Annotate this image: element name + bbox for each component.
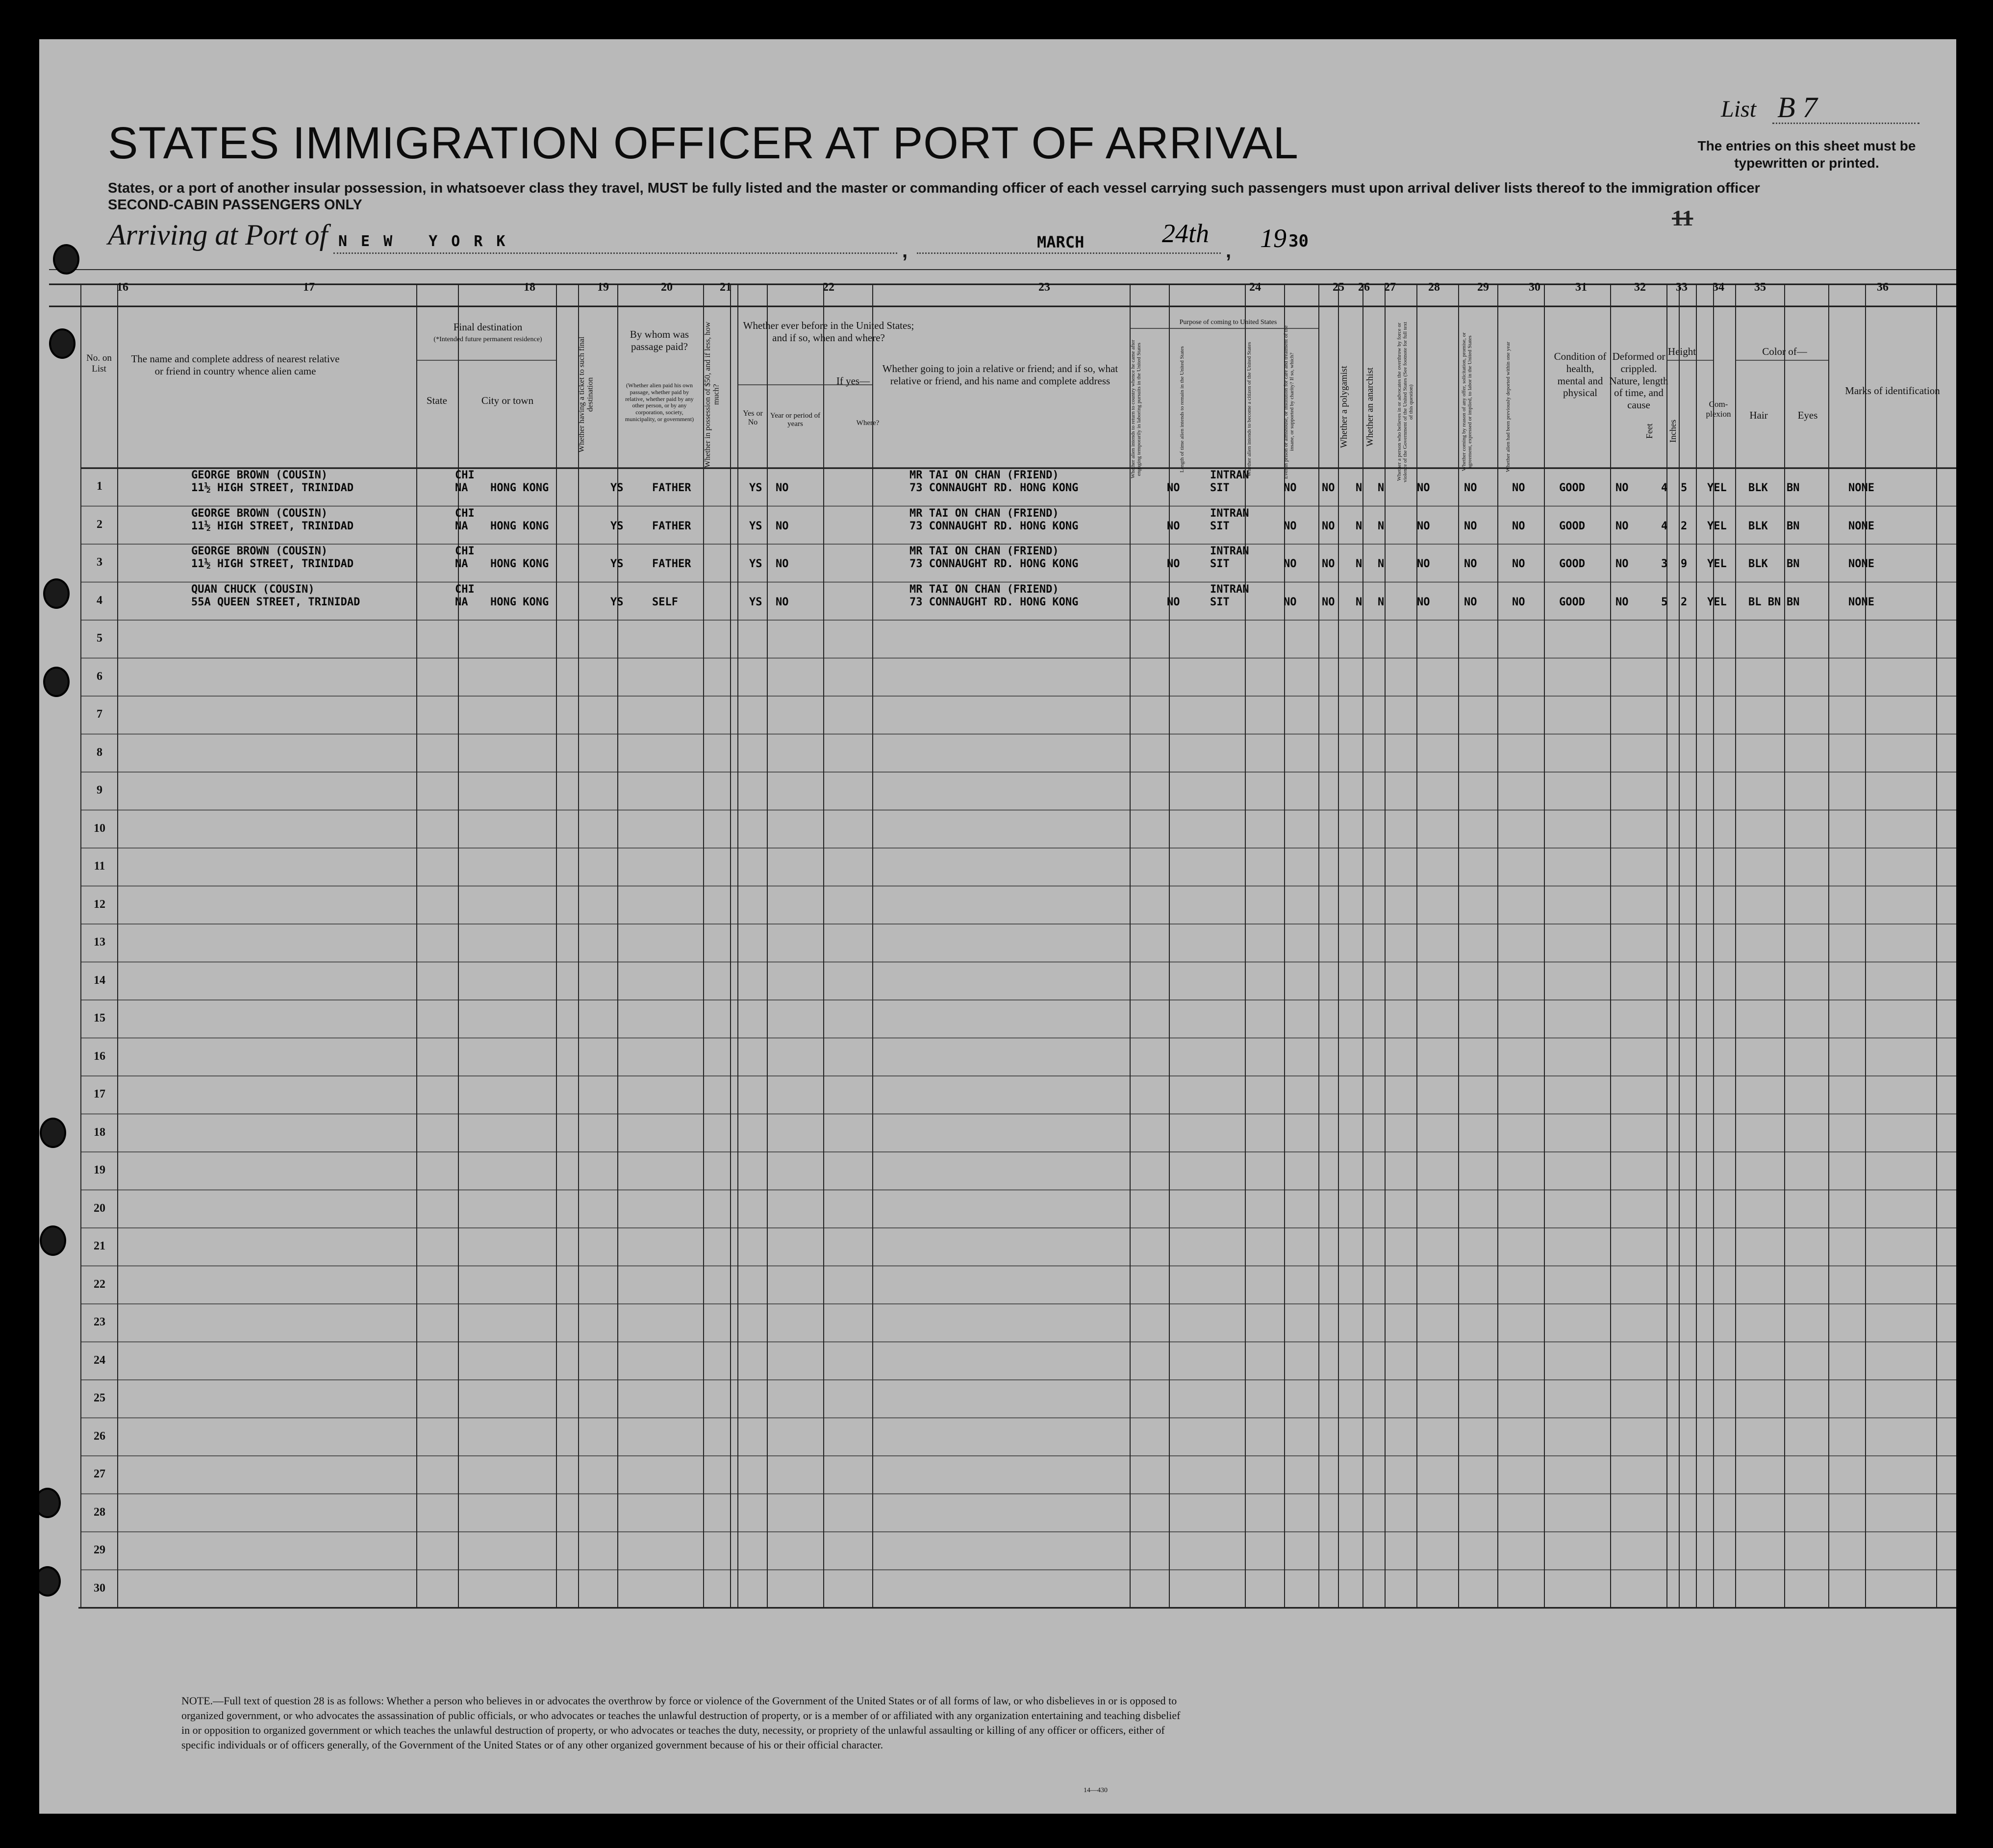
entry-inches: 5 <box>1681 482 1688 494</box>
header-complexion: Com-plexion <box>1706 400 1731 419</box>
entry-complexion: YEL <box>1707 520 1727 532</box>
col-num-31: 31 <box>1575 281 1587 294</box>
page-title: STATES IMMIGRATION OFFICER AT PORT OF ARRIVAL <box>108 118 1299 168</box>
header-ticket: Whether having a ticket to such final destination <box>578 336 595 453</box>
entry-q28: NO <box>1417 520 1430 532</box>
date-day: 24th <box>1162 219 1210 248</box>
header-city: City or town <box>481 395 534 406</box>
row-number: 10 <box>94 822 105 835</box>
header-polygamist: Whether a polygamist <box>1339 366 1349 448</box>
header-final-destination: Final destination <box>453 321 523 333</box>
row-number: 19 <box>94 1164 105 1176</box>
entry-length-line1: INTRAN <box>1210 583 1249 596</box>
row-number: 2 <box>97 518 102 531</box>
entry-state-line2: NA <box>455 596 468 608</box>
row-number: 14 <box>94 974 105 987</box>
entry-length-line2: SIT <box>1210 520 1230 532</box>
entry-prison: NO <box>1322 558 1335 570</box>
entry-state-line2: NA <box>455 482 468 494</box>
header-q30: Whether alien had been previously deported within one year <box>1505 342 1511 472</box>
entry-joining-address: 73 CONNAUGHT RD. HONG KONG <box>909 596 1079 608</box>
entry-marks: NONE <box>1848 558 1874 570</box>
entry-state-line1: CHI <box>455 507 475 520</box>
entry-ever-before: NO <box>776 520 789 532</box>
entry-state-line1: CHI <box>455 469 475 481</box>
header-final-destination-note: (*Intended future permanent residence) <box>433 336 542 343</box>
col-num-27: 27 <box>1384 281 1396 294</box>
entry-eyes: BN <box>1787 482 1800 494</box>
port-label: Arriving at Port of <box>108 219 328 251</box>
entry-passage-paid-by: FATHER <box>652 558 691 570</box>
header-anarchist: Whether an anarchist <box>1365 367 1375 447</box>
entry-citizen-intent: NO <box>1284 596 1297 608</box>
header-inches: Inches <box>1668 420 1678 443</box>
row-number: 29 <box>94 1544 105 1556</box>
entry-relative-name: GEORGE BROWN (COUSIN) <box>191 507 328 520</box>
entry-length-line1: INTRAN <box>1210 469 1249 481</box>
col-num-16: 16 <box>117 281 128 294</box>
header-height: Height <box>1667 346 1696 357</box>
header-passage-note: (Whether alien paid his own passage, whether paid by relative, whether paid by any other person, or by any corporation, society, municipality, or government) <box>625 382 694 423</box>
entry-relative-address: 55A QUEEN STREET, TRINIDAD <box>191 596 360 608</box>
entry-anarchist: N <box>1378 558 1385 570</box>
entry-eyes: BN <box>1787 558 1800 570</box>
col-num-28: 28 <box>1428 281 1440 294</box>
entry-feet: 4 <box>1661 520 1668 532</box>
row-number: 27 <box>94 1468 105 1480</box>
entry-health: GOOD <box>1559 520 1585 532</box>
entry-prison: NO <box>1322 596 1335 608</box>
col-num-19: 19 <box>597 281 609 294</box>
entry-joining-name: MR TAI ON CHAN (FRIEND) <box>909 507 1059 520</box>
entry-city: HONG KONG <box>490 482 549 494</box>
header-q29: Whether coming by reason of any offer, solicitation, promise, or agreement, expressed or implied, to labor in the United States <box>1461 332 1473 472</box>
entry-eyes: BN <box>1787 596 1800 608</box>
entry-passage-paid-by: FATHER <box>652 482 691 494</box>
entry-prison: NO <box>1322 482 1335 494</box>
row-number: 25 <box>94 1392 105 1404</box>
entry-length-line1: INTRAN <box>1210 507 1249 520</box>
entry-length-line2: SIT <box>1210 558 1230 570</box>
entry-marks: NONE <box>1848 482 1874 494</box>
col-num-36: 36 <box>1877 281 1889 294</box>
entry-ticket: YS <box>610 520 624 532</box>
binder-hole <box>43 578 70 609</box>
header-purpose-a: Whether alien intends to return to country whence he came after engaging temporarily in laboring pursuits in the United States <box>1130 340 1142 479</box>
row-number: 12 <box>94 898 105 911</box>
header-ever-before: Whether ever before in the United States; and if so, when and where? <box>743 320 914 344</box>
header-purpose-b: Length of time alien intends to remain in the United States <box>1179 346 1185 473</box>
entry-prison: NO <box>1322 520 1335 532</box>
entry-health: GOOD <box>1559 558 1585 570</box>
header-eyes: Eyes <box>1797 409 1818 421</box>
entry-relative-name: QUAN CHUCK (COUSIN) <box>191 583 315 596</box>
entry-deformed: NO <box>1615 596 1629 608</box>
row-number: 7 <box>97 708 102 721</box>
header-prison: Ever in prison or almshouse, or institution for care and treatment of the insane, or supported by charity? If so, which? <box>1283 325 1295 479</box>
col-num-23: 23 <box>1038 281 1050 294</box>
entry-complexion: YEL <box>1707 596 1727 608</box>
col-num-35: 35 <box>1754 281 1766 294</box>
header-no-on-list: No. on List <box>86 353 112 375</box>
header-joining: Whether going to join a relative or friend; and if so, what relative or friend, and his name and complete address <box>882 363 1118 387</box>
row-number: 20 <box>94 1201 105 1215</box>
entry-joining-address: 73 CONNAUGHT RD. HONG KONG <box>909 558 1079 570</box>
entry-city: HONG KONG <box>490 558 549 570</box>
entry-return-intent: NO <box>1167 596 1180 608</box>
entry-deported: NO <box>1512 520 1525 532</box>
col-num-24: 24 <box>1249 281 1261 294</box>
entry-state-line2: NA <box>455 520 468 532</box>
entry-joining-address: 73 CONNAUGHT RD. HONG KONG <box>909 482 1079 494</box>
row-number: 23 <box>94 1316 105 1328</box>
entry-ticket: YS <box>610 482 624 494</box>
entry-relative-address: 11½ HIGH STREET, TRINIDAD <box>191 482 354 494</box>
class-line: SECOND-CABIN PASSENGERS ONLY <box>108 197 362 213</box>
header-color-of: Color of— <box>1762 346 1807 357</box>
entry-relative-address: 11½ HIGH STREET, TRINIDAD <box>191 520 354 532</box>
entry-state-line1: CHI <box>455 545 475 557</box>
header-q28: Whether a person who believes in or advocates the overthrow by force or violence of the Government of the United States (See footnote for full text of this question) <box>1396 322 1414 482</box>
entry-length-line2: SIT <box>1210 482 1230 494</box>
entry-ever-before: NO <box>776 596 789 608</box>
entry-eyes: BN <box>1787 520 1800 532</box>
col-num-22: 22 <box>823 281 834 294</box>
col-num-20: 20 <box>661 281 673 294</box>
entry-hair: BLK <box>1748 520 1768 532</box>
col-num-30: 30 <box>1529 281 1540 294</box>
entry-ticket: YS <box>610 558 624 570</box>
binder-hole <box>40 1118 66 1148</box>
header-deformed: Deformed or crippled. Nature, length of time, and cause <box>1609 350 1668 411</box>
header-yes-no: Yes or No <box>743 409 763 427</box>
entry-health: GOOD <box>1559 482 1585 494</box>
entry-anarchist: N <box>1378 596 1385 608</box>
row-number: 3 <box>97 556 102 569</box>
header-passage: By whom was passage paid? <box>630 328 689 352</box>
entry-city: HONG KONG <box>490 520 549 532</box>
entry-length-line1: INTRAN <box>1210 545 1249 557</box>
entry-joining-name: MR TAI ON CHAN (FRIEND) <box>909 469 1059 481</box>
entry-deformed: NO <box>1615 520 1629 532</box>
list-label: List <box>1721 96 1757 122</box>
separator-comma: , <box>902 240 908 262</box>
col-num-29: 29 <box>1477 281 1489 294</box>
entry-deformed: NO <box>1615 558 1629 570</box>
entry-passage-paid-by: SELF <box>652 596 678 608</box>
entry-inches: 9 <box>1681 558 1688 570</box>
header-if-yes: If yes— <box>836 375 870 387</box>
header-state: State <box>427 395 447 406</box>
entry-anarchist: N <box>1378 482 1385 494</box>
row-number: 17 <box>94 1088 105 1100</box>
entry-q29: NO <box>1464 558 1477 570</box>
entry-state-line2: NA <box>455 558 468 570</box>
entry-relative-address: 11½ HIGH STREET, TRINIDAD <box>191 558 354 570</box>
entry-q28: NO <box>1417 558 1430 570</box>
year-prefix: 19 <box>1260 224 1287 253</box>
binder-hole <box>53 244 79 275</box>
form-number: 14—430 <box>1084 1787 1108 1794</box>
sheet-number: 11 <box>1672 205 1693 230</box>
col-num-21: 21 <box>720 281 732 294</box>
entry-q29: NO <box>1464 596 1477 608</box>
date-month: MARCH <box>1037 233 1085 251</box>
entry-joining-name: MR TAI ON CHAN (FRIEND) <box>909 545 1059 557</box>
col-num-18: 18 <box>524 281 535 294</box>
row-number: 8 <box>97 746 102 759</box>
entry-ever-before: NO <box>776 558 789 570</box>
entry-health: GOOD <box>1559 596 1585 608</box>
entry-deported: NO <box>1512 482 1525 494</box>
entry-inches: 2 <box>1681 520 1688 532</box>
row-number: 18 <box>94 1125 105 1139</box>
entry-return-intent: NO <box>1167 558 1180 570</box>
binder-hole <box>49 328 76 359</box>
header-purpose-c: Whether alien intends to become a citizen of the United States <box>1246 342 1252 477</box>
instructions-line: States, or a port of another insular possession, in whatsoever class they travel, MUST be fully listed and the master or commanding officer of each vessel carrying such passengers must upon arrival deliver lists thereof to the immigration officer <box>108 180 1760 196</box>
header-fifty: Whether in possession of $50, and if less, how much? <box>704 322 721 468</box>
entry-return-intent: NO <box>1167 482 1180 494</box>
entry-citizen-intent: NO <box>1284 482 1297 494</box>
year-suffix: 30 <box>1288 231 1309 251</box>
col-num-32: 32 <box>1634 281 1646 294</box>
row-number: 11 <box>94 860 105 873</box>
col-num-33: 33 <box>1676 281 1688 294</box>
row-number: 5 <box>97 632 102 645</box>
header-period: Year or period of years <box>770 412 821 428</box>
entry-inches: 2 <box>1681 596 1688 608</box>
entry-deformed: NO <box>1615 482 1629 494</box>
row-number: 13 <box>94 936 105 949</box>
entry-return-intent: NO <box>1167 520 1180 532</box>
entry-fifty-dollars: YS <box>749 596 762 608</box>
row-number: 30 <box>94 1581 105 1595</box>
entry-q28: NO <box>1417 596 1430 608</box>
entry-anarchist: N <box>1378 520 1385 532</box>
entry-fifty-dollars: YS <box>749 482 762 494</box>
header-feet: Feet <box>1644 424 1654 439</box>
row-number: 28 <box>94 1505 105 1519</box>
entry-complexion: YEL <box>1707 558 1727 570</box>
entry-feet: 5 <box>1661 596 1668 608</box>
row-number: 26 <box>94 1429 105 1443</box>
row-number: 15 <box>94 1012 105 1024</box>
entry-polygamist: N <box>1356 558 1362 570</box>
entry-complexion: YEL <box>1707 482 1727 494</box>
entry-feet: 4 <box>1661 482 1668 494</box>
entry-hair: BL BN <box>1748 596 1781 608</box>
col-num-17: 17 <box>303 281 315 294</box>
header-marks: Marks of identification <box>1845 385 1940 397</box>
row-number: 21 <box>94 1240 105 1252</box>
port-value: NEW YORK <box>338 233 519 250</box>
header-health: Condition of health, mental and physical <box>1554 350 1607 399</box>
footnote-q28: NOTE.—Full text of question 28 is as follows: Whether a person who believes in or advocates the overthrow by force or violence of the Government of the United States or of all forms of law, or who disbelieves in or is opposed to organized government, or who advocates the assassination of public officials, or who advocates or teaches the unlawful destruction of property, or is a member of or affiliated with any organization entertaining and teaching disbelief in or opposition to organized government or which teaches the unlawful destruction of property, or who advocates or teaches the duty, necessity, or propriety of the unlawful assaulting or killing of any officer or officers, either of specific individuals or of officers generally, of the Government of the United States or of any other organized government because of his or their official character. <box>181 1695 1181 1751</box>
table-grid <box>39 39 1956 1814</box>
entry-state-line1: CHI <box>455 583 475 596</box>
manifest-sheet <box>39 39 1956 1814</box>
binder-hole <box>40 1225 66 1256</box>
entries-instruction: The entries on this sheet must be typewritten or printed. <box>1697 138 1916 171</box>
entry-hair: BLK <box>1748 482 1768 494</box>
entry-joining-address: 73 CONNAUGHT RD. HONG KONG <box>909 520 1079 532</box>
entry-polygamist: N <box>1356 596 1362 608</box>
row-number: 22 <box>94 1277 105 1291</box>
header-relative: The name and complete address of nearest relative or friend in country whence alien came <box>131 353 340 377</box>
entry-fifty-dollars: YS <box>749 558 762 570</box>
entry-citizen-intent: NO <box>1284 520 1297 532</box>
entry-marks: NONE <box>1848 520 1874 532</box>
entry-polygamist: N <box>1356 482 1362 494</box>
row-number: 24 <box>94 1353 105 1367</box>
entry-city: HONG KONG <box>490 596 549 608</box>
entry-relative-name: GEORGE BROWN (COUSIN) <box>191 545 328 557</box>
col-num-25: 25 <box>1333 281 1344 294</box>
entry-ever-before: NO <box>776 482 789 494</box>
row-number: 6 <box>97 670 102 683</box>
header-hair: Hair <box>1749 409 1768 421</box>
col-num-26: 26 <box>1358 281 1370 294</box>
entry-deported: NO <box>1512 558 1525 570</box>
row-number: 9 <box>97 784 102 797</box>
row-number: 1 <box>97 480 102 493</box>
entry-hair: BLK <box>1748 558 1768 570</box>
row-number: 4 <box>97 594 102 607</box>
entry-deported: NO <box>1512 596 1525 608</box>
entry-feet: 3 <box>1661 558 1668 570</box>
header-purpose: Purpose of coming to United States <box>1179 319 1277 326</box>
entry-ticket: YS <box>610 596 624 608</box>
entry-q29: NO <box>1464 482 1477 494</box>
entry-q28: NO <box>1417 482 1430 494</box>
entry-passage-paid-by: FATHER <box>652 520 691 532</box>
row-number: 16 <box>94 1049 105 1063</box>
entry-citizen-intent: NO <box>1284 558 1297 570</box>
entry-joining-name: MR TAI ON CHAN (FRIEND) <box>909 583 1059 596</box>
binder-hole <box>43 667 70 697</box>
list-number: B 7 <box>1777 91 1817 124</box>
entry-marks: NONE <box>1848 596 1874 608</box>
entry-relative-name: GEORGE BROWN (COUSIN) <box>191 469 328 481</box>
col-num-34: 34 <box>1713 281 1724 294</box>
entry-length-line2: SIT <box>1210 596 1230 608</box>
date-comma: , <box>1226 240 1232 262</box>
entry-q29: NO <box>1464 520 1477 532</box>
entry-polygamist: N <box>1356 520 1362 532</box>
entry-fifty-dollars: YS <box>749 520 762 532</box>
header-where: Where? <box>856 419 880 427</box>
